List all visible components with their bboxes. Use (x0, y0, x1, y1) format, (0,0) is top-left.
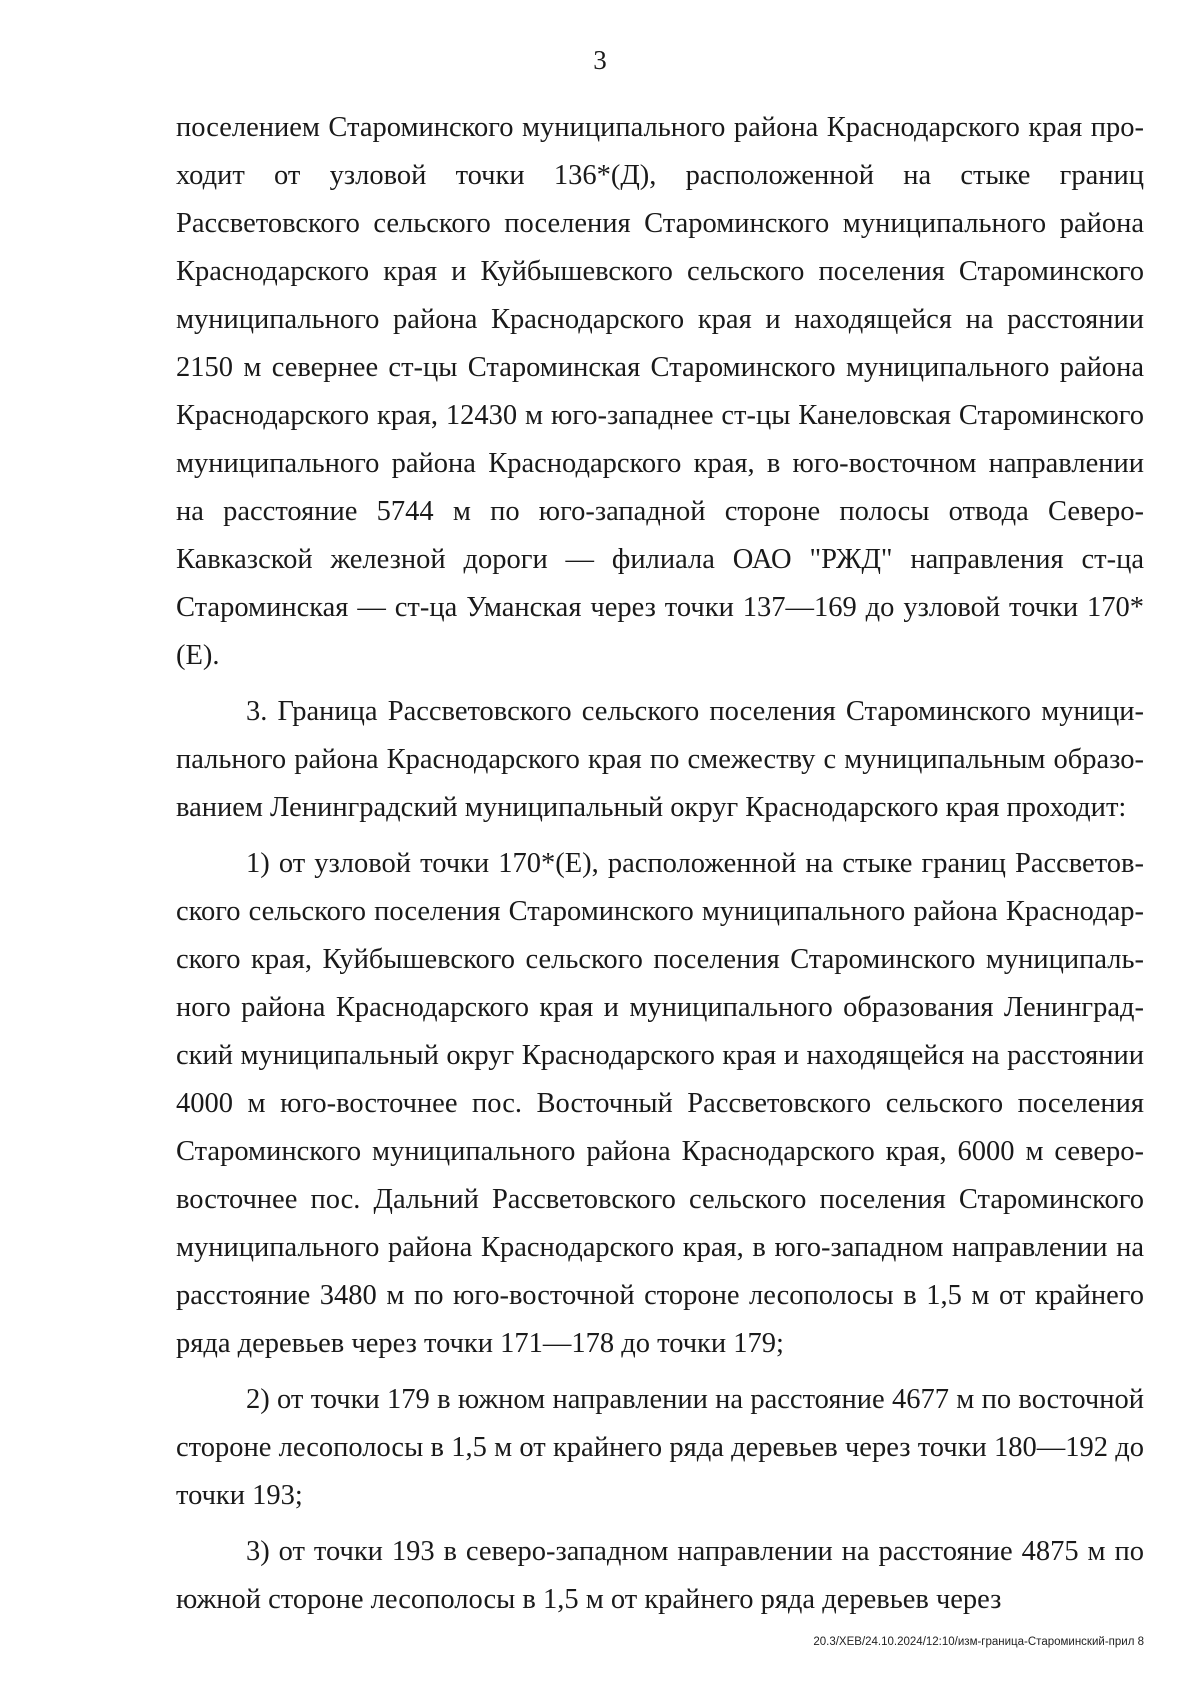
document-body (176, 104, 1144, 1624)
paragraph-item-2: 2) от точки 179 в южном направлении на расстояние 4677 м по восточной стороне лесополосы в 1,5 м от крайнего ряда деревьев через точки 180—192 до точки 193; (176, 1384, 1144, 1511)
document-footer-code: 20.3/ХЕВ/24.10.2024/12:10/изм-граница-Староминский-прил 8 (813, 1636, 1144, 1648)
paragraph-section-3: 3. Граница Рассветовского сельского поселения Староминского муниципального района Краснодарского края по смежеству с муниципальным образованием Ленинградский муниципальный округ Краснодарского края проходит: (176, 696, 1144, 823)
paragraph-continuation: поселением Староминского муниципального района Краснодарского края проходит от узловой точки 136*(Д), расположенной на стыке границ Рассветовского сельского поселения Староминского муниципального района Краснодарского края и Куйбышевского сельского поселения Староминского муниципального района Краснодарского края и находящейся на расстоянии 2150 м севернее ст-цы Староминская Староминского муниципального района Краснодарского края, 12430 м юго-западнее ст-цы Канеловская Староминского муниципального района Краснодарского края, в юго-восточном направлении на расстояние 5744 м по юго-западной стороне полосы отвода Северо-Кавказской железной дороги — филиала ОАО "РЖД" направления ст-ца Староминская — ст-ца Уманская через точки 137—169 до узловой точки 170*(Е). (176, 112, 1144, 671)
paragraph-item-3: 3) от точки 193 в северо-западном направлении на расстояние 4875 м по южной стороне лесополосы в 1,5 м от крайнего ряда деревьев через (176, 1536, 1144, 1615)
paragraph-item-1: 1) от узловой точки 170*(Е), расположенной на стыке границ Рассветовского сельского поселения Староминского муниципального района Краснодарского края, Куйбышевского сельского поселения Староминского муниципального района Краснодарского края и муниципального образования Ленинградский муниципальный округ Краснодарского края и находящейся на расстоянии 4000 м юго-восточнее пос. Восточный Рассветовского сельского поселения Староминского муниципального района Краснодарского края, 6000 м северо-восточнее пос. Дальний Рассветовского сельского поселения Староминского муниципального района Краснодарского края, в юго-западном направлении на расстояние 3480 м по юго-восточной стороне лесополосы в 1,5 м от крайнего ряда деревьев через точки 171—178 до точки 179; (176, 848, 1144, 1359)
page-number: 3 (593, 45, 607, 75)
